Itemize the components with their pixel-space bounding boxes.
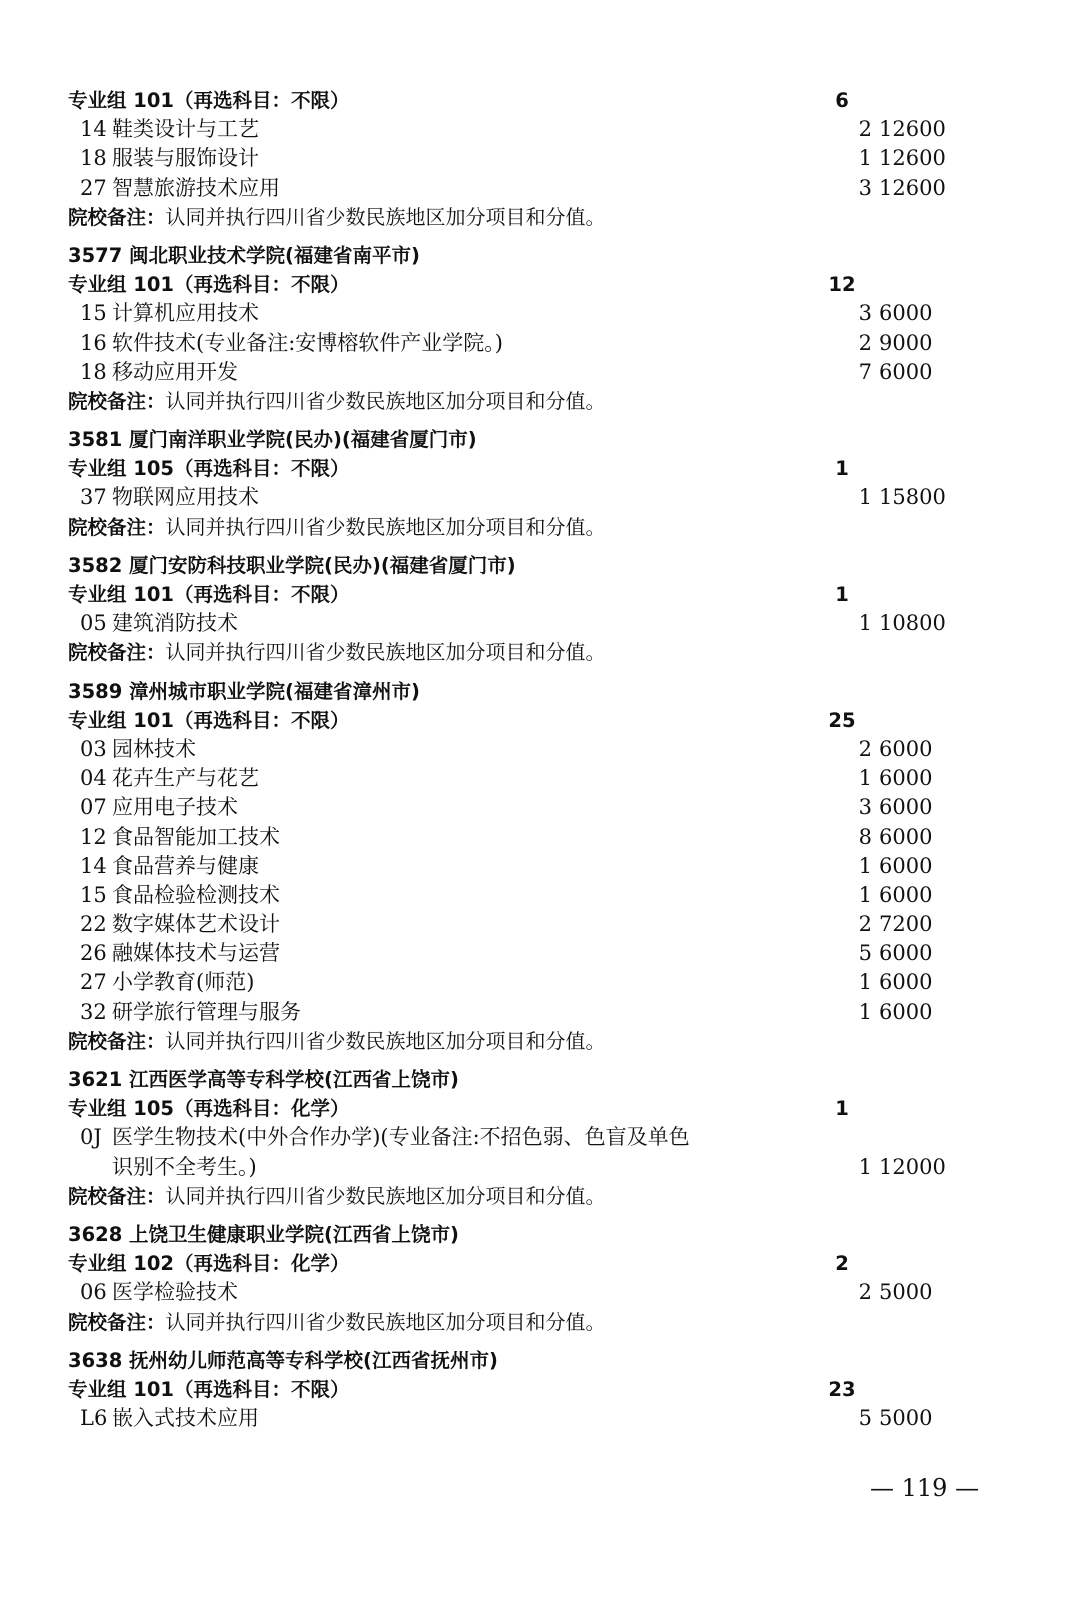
school-remark-label: 院校备注： bbox=[68, 205, 166, 229]
major-tuition: 6000 bbox=[879, 359, 933, 384]
major-name: 软件技术(专业备注:安博榕软件产业学院。) bbox=[112, 330, 503, 355]
school-remark-label: 院校备注： bbox=[68, 641, 166, 665]
major-row bbox=[68, 968, 968, 997]
major-row bbox=[68, 329, 968, 358]
major-row bbox=[68, 144, 968, 173]
major-code: L6 bbox=[80, 1406, 108, 1431]
major-name: 医学生物技术(中外合作办学)(专业备注:不招色弱、色盲及单色 bbox=[112, 1125, 690, 1150]
major-name: 鞋类设计与工艺 bbox=[112, 117, 259, 142]
major-plan-count: 2 bbox=[858, 912, 872, 937]
admission-plan-list bbox=[68, 86, 968, 1433]
major-name: 医学检验技术 bbox=[112, 1280, 238, 1305]
major-plan-count: 2 bbox=[858, 736, 872, 761]
major-tuition: 6000 bbox=[879, 824, 933, 849]
major-plan-count: 1 bbox=[858, 766, 872, 791]
major-tuition: 5000 bbox=[879, 1280, 933, 1305]
major-tuition: 6000 bbox=[879, 301, 933, 326]
major-group-row bbox=[68, 1249, 968, 1278]
major-code: 16 bbox=[80, 330, 107, 355]
major-group-count: 1 bbox=[835, 1097, 849, 1121]
major-code: 18 bbox=[80, 359, 107, 384]
major-tuition: 12600 bbox=[879, 175, 946, 200]
major-plan-count: 2 bbox=[858, 1280, 872, 1305]
major-tuition: 12600 bbox=[879, 146, 946, 171]
major-code: 15 bbox=[80, 301, 107, 326]
major-group-row bbox=[68, 1094, 968, 1123]
major-plan-count: 1 bbox=[858, 1154, 872, 1179]
major-name-continued: 识别不全考生。) bbox=[112, 1154, 257, 1179]
school-heading: 3582 厦门安防科技职业学院(民办)(福建省厦门市) bbox=[68, 553, 516, 577]
major-name: 融媒体技术与运营 bbox=[112, 941, 280, 966]
major-code: 0J bbox=[80, 1125, 102, 1150]
major-row bbox=[68, 939, 968, 968]
major-row bbox=[68, 881, 968, 910]
major-code: 27 bbox=[80, 970, 107, 995]
school-remark bbox=[68, 1182, 968, 1211]
major-row bbox=[68, 735, 968, 764]
major-name: 移动应用开发 bbox=[112, 359, 238, 384]
major-group-label: 专业组 101（再选科目：不限） bbox=[68, 708, 350, 732]
major-name: 建筑消防技术 bbox=[112, 611, 238, 636]
major-row bbox=[68, 174, 968, 203]
major-name: 园林技术 bbox=[112, 736, 196, 761]
major-tuition: 12000 bbox=[879, 1154, 946, 1179]
major-group-count: 25 bbox=[828, 708, 856, 732]
major-plan-count: 3 bbox=[858, 175, 872, 200]
major-group-count: 6 bbox=[835, 89, 849, 112]
major-name: 食品营养与健康 bbox=[112, 853, 259, 878]
school-heading: 3638 抚州幼儿师范高等专科学校(江西省抚州市) bbox=[68, 1348, 498, 1372]
major-row bbox=[68, 852, 968, 881]
major-row bbox=[68, 764, 968, 793]
major-name: 小学教育(师范) bbox=[112, 970, 255, 995]
major-tuition: 6000 bbox=[879, 882, 933, 907]
major-row bbox=[68, 609, 968, 638]
major-name: 食品检验检测技术 bbox=[112, 882, 280, 907]
major-group-count: 2 bbox=[835, 1252, 849, 1276]
major-name: 智慧旅游技术应用 bbox=[112, 175, 280, 200]
school-remark-label: 院校备注： bbox=[68, 515, 166, 539]
major-code: 27 bbox=[80, 175, 107, 200]
major-row bbox=[68, 910, 968, 939]
major-group-label: 专业组 101（再选科目：不限） bbox=[68, 583, 350, 606]
school-remark-text: 认同并执行四川省少数民族地区加分项目和分值。 bbox=[165, 1309, 606, 1334]
school-remark-label: 院校备注： bbox=[68, 389, 166, 413]
major-tuition: 6000 bbox=[879, 766, 933, 791]
major-plan-count: 1 bbox=[858, 485, 872, 510]
major-code: 06 bbox=[80, 1280, 107, 1305]
major-plan-count: 5 bbox=[858, 941, 872, 966]
major-row bbox=[68, 299, 968, 328]
school-remark-text: 认同并执行四川省少数民族地区加分项目和分值。 bbox=[165, 204, 606, 229]
major-tuition: 7200 bbox=[879, 912, 933, 937]
major-code: 32 bbox=[80, 999, 107, 1024]
major-plan-count: 7 bbox=[858, 359, 872, 384]
school-heading: 3621 江西医学高等专科学校(江西省上饶市) bbox=[68, 1068, 459, 1091]
school-remark bbox=[68, 387, 968, 416]
page-number: — 119 — bbox=[870, 1474, 980, 1502]
major-group-label: 专业组 105（再选科目：不限） bbox=[68, 457, 350, 481]
major-group-label: 专业组 101（再选科目：不限） bbox=[68, 89, 350, 112]
major-code: 37 bbox=[80, 485, 107, 510]
major-name: 花卉生产与花艺 bbox=[112, 766, 259, 791]
major-group-row bbox=[68, 270, 968, 299]
major-code: 03 bbox=[80, 736, 107, 761]
major-tuition: 6000 bbox=[879, 795, 933, 820]
school-remark-text: 认同并执行四川省少数民族地区加分项目和分值。 bbox=[165, 514, 606, 539]
major-code: 07 bbox=[80, 795, 107, 820]
school-remark-label: 院校备注： bbox=[68, 1310, 166, 1334]
major-group-count: 1 bbox=[835, 583, 849, 606]
major-name: 计算机应用技术 bbox=[112, 301, 259, 326]
major-tuition: 6000 bbox=[879, 853, 933, 878]
major-code: 18 bbox=[80, 146, 107, 171]
major-name: 服装与服饰设计 bbox=[112, 146, 259, 171]
major-group-count: 12 bbox=[828, 273, 856, 297]
school-heading: 3577 闽北职业技术学院(福建省南平市) bbox=[68, 243, 420, 267]
major-plan-count: 1 bbox=[858, 882, 872, 907]
major-row bbox=[68, 823, 968, 852]
major-code: 05 bbox=[80, 611, 107, 636]
major-row bbox=[68, 358, 968, 387]
major-tuition: 6000 bbox=[879, 999, 933, 1024]
major-code: 14 bbox=[80, 117, 107, 142]
major-plan-count: 1 bbox=[858, 970, 872, 995]
major-row bbox=[68, 115, 968, 144]
school-remark bbox=[68, 513, 968, 542]
school-remark-label: 院校备注： bbox=[68, 1184, 166, 1208]
major-group-label: 专业组 101（再选科目：不限） bbox=[68, 273, 350, 297]
major-row bbox=[68, 483, 968, 512]
school-remark-text: 认同并执行四川省少数民族地区加分项目和分值。 bbox=[165, 388, 606, 413]
major-group-row bbox=[68, 1375, 968, 1404]
major-plan-count: 3 bbox=[858, 301, 872, 326]
major-group-row bbox=[68, 580, 968, 609]
major-plan-count: 5 bbox=[858, 1406, 872, 1431]
major-name: 应用电子技术 bbox=[112, 795, 238, 820]
school-remark-text: 认同并执行四川省少数民族地区加分项目和分值。 bbox=[165, 640, 606, 665]
school-remark bbox=[68, 638, 968, 667]
major-name: 数字媒体艺术设计 bbox=[112, 912, 280, 937]
school-remark-text: 认同并执行四川省少数民族地区加分项目和分值。 bbox=[165, 1183, 606, 1208]
major-group-count: 1 bbox=[835, 457, 849, 481]
major-code: 12 bbox=[80, 824, 107, 849]
major-code: 15 bbox=[80, 882, 107, 907]
major-name: 食品智能加工技术 bbox=[112, 824, 280, 849]
major-row bbox=[68, 1278, 968, 1307]
major-row bbox=[68, 1404, 968, 1433]
major-code: 22 bbox=[80, 912, 107, 937]
major-row bbox=[68, 793, 968, 822]
major-row-continuation bbox=[68, 1153, 968, 1182]
major-group-count: 23 bbox=[828, 1377, 856, 1401]
major-plan-count: 3 bbox=[858, 795, 872, 820]
major-tuition: 6000 bbox=[879, 736, 933, 761]
school-heading: 3581 厦门南洋职业学院(民办)(福建省厦门市) bbox=[68, 428, 477, 452]
major-plan-count: 2 bbox=[858, 330, 872, 355]
major-tuition: 12600 bbox=[879, 117, 946, 142]
major-name: 研学旅行管理与服务 bbox=[112, 999, 301, 1024]
major-tuition: 5000 bbox=[879, 1406, 933, 1431]
major-tuition: 9000 bbox=[879, 330, 933, 355]
major-group-label: 专业组 105（再选科目：化学） bbox=[68, 1097, 350, 1121]
major-code: 14 bbox=[80, 853, 107, 878]
major-tuition: 15800 bbox=[879, 485, 946, 510]
major-group-label: 专业组 101（再选科目：不限） bbox=[68, 1377, 350, 1401]
major-code: 26 bbox=[80, 941, 107, 966]
major-plan-count: 1 bbox=[858, 853, 872, 878]
major-row bbox=[68, 998, 968, 1027]
major-tuition: 6000 bbox=[879, 941, 933, 966]
major-group-row bbox=[68, 86, 968, 115]
major-name: 物联网应用技术 bbox=[112, 485, 259, 510]
major-plan-count: 1 bbox=[858, 146, 872, 171]
major-group-row bbox=[68, 706, 968, 735]
major-row bbox=[68, 1123, 968, 1152]
major-plan-count: 2 bbox=[858, 117, 872, 142]
major-code: 04 bbox=[80, 766, 107, 791]
school-remark bbox=[68, 1308, 968, 1337]
school-remark bbox=[68, 203, 968, 232]
major-plan-count: 1 bbox=[858, 611, 872, 636]
major-group-label: 专业组 102（再选科目：化学） bbox=[68, 1252, 350, 1276]
school-heading: 3589 漳州城市职业学院(福建省漳州市) bbox=[68, 679, 420, 703]
major-group-row bbox=[68, 454, 968, 483]
major-tuition: 10800 bbox=[879, 611, 946, 636]
major-name: 嵌入式技术应用 bbox=[112, 1406, 259, 1431]
major-plan-count: 8 bbox=[858, 824, 872, 849]
school-remark bbox=[68, 1027, 968, 1056]
school-remark-text: 认同并执行四川省少数民族地区加分项目和分值。 bbox=[165, 1028, 606, 1053]
major-plan-count: 1 bbox=[858, 999, 872, 1024]
school-remark-label: 院校备注： bbox=[68, 1029, 166, 1053]
school-heading: 3628 上饶卫生健康职业学院(江西省上饶市) bbox=[68, 1222, 459, 1246]
major-tuition: 6000 bbox=[879, 970, 933, 995]
